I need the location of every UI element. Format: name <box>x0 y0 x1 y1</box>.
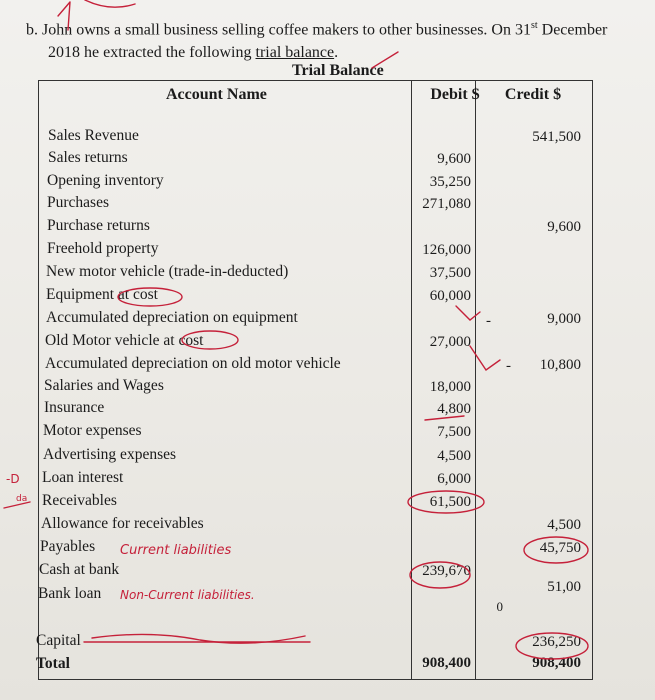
intro-line2 <box>26 41 646 64</box>
row-debit: 6,000 <box>437 471 471 487</box>
note-non-current-liabilities: Non-Current liabilities. <box>120 588 255 602</box>
intro-line2-post: . <box>334 44 339 62</box>
row-credit: 4,500 <box>547 517 581 533</box>
row-debit: 37,500 <box>429 265 471 281</box>
row-account: Purchase returns <box>47 217 150 234</box>
row-account: Payables <box>40 538 96 555</box>
table-row <box>38 286 593 308</box>
table-row <box>38 172 593 194</box>
row-account: Allowance for receivables <box>41 515 204 532</box>
border-bottom <box>38 679 593 680</box>
table-title: Trial Balance <box>292 62 384 79</box>
total-row <box>38 655 593 677</box>
row-account: Accumulated depreciation on old motor vehicle <box>45 355 341 372</box>
border-top <box>38 80 593 81</box>
table-row <box>38 332 593 354</box>
row-debit: 126,000 <box>422 242 471 258</box>
row-account: Capital <box>36 632 81 649</box>
table-row <box>38 632 593 654</box>
row-credit: 45,750 <box>539 540 581 556</box>
margin-mark-1: -D <box>6 472 20 486</box>
table-row <box>38 422 593 444</box>
row-account: Freehold property <box>47 240 159 257</box>
row-account: Equipment at cost <box>46 286 158 303</box>
intro-line2-underlined: trial balance <box>255 44 335 62</box>
dash-1: - <box>486 313 491 329</box>
row-credit: 10,800 <box>539 357 581 373</box>
row-account: Accumulated depreciation on equipment <box>46 309 298 326</box>
row-account: Bank loan <box>38 585 102 602</box>
header-credit: Credit $ <box>504 86 562 103</box>
row-credit: 541,500 <box>532 129 581 145</box>
row-credit: 236,250 <box>532 634 581 650</box>
table-row <box>38 399 593 421</box>
row-account: Old Motor vehicle at cost <box>45 332 204 349</box>
table-row <box>38 492 593 514</box>
row-debit: 7,500 <box>437 424 471 440</box>
row-account: Salaries and Wages <box>44 377 164 394</box>
row-credit: 51,00 <box>547 579 581 595</box>
total-label: Total <box>36 655 70 672</box>
row-account: Sales returns <box>48 149 128 166</box>
table-row <box>38 127 593 149</box>
row-account: Advertising expenses <box>43 446 177 463</box>
row-debit: 271,080 <box>422 196 471 212</box>
row-account: Receivables <box>42 492 117 509</box>
table-row <box>38 515 593 537</box>
row-account: Cash at bank <box>39 561 120 578</box>
row-debit: 60,000 <box>429 288 471 304</box>
row-debit: 35,250 <box>429 174 471 190</box>
row-credit: 9,000 <box>547 311 581 327</box>
table-row <box>38 309 593 331</box>
table-row <box>38 149 593 171</box>
row-account: Sales Revenue <box>48 127 139 144</box>
table-row <box>38 446 593 468</box>
table-row <box>38 377 593 399</box>
table-row <box>38 217 593 239</box>
table-row <box>38 469 593 491</box>
row-account: Insurance <box>44 399 105 416</box>
margin-mark-2: da <box>16 494 28 504</box>
table-row <box>38 240 593 262</box>
row-debit: 239,670 <box>422 563 471 579</box>
row-account: Loan interest <box>42 469 124 486</box>
table-row <box>38 263 593 285</box>
intro-line2-pre: 2018 he extracted the following <box>48 44 256 62</box>
row-account: Opening inventory <box>47 172 164 189</box>
question-text <box>26 14 646 64</box>
row-debit: 9,600 <box>437 151 471 167</box>
dash-2: - <box>506 358 511 374</box>
header-debit: Debit $ <box>430 86 480 103</box>
intro-sup: st <box>530 20 538 31</box>
total-credit: 908,400 <box>532 655 581 671</box>
row-debit: 0 <box>496 599 503 614</box>
row-account: Purchases <box>47 194 109 211</box>
ink-scribble-top-2 <box>85 0 135 7</box>
row-debit: 27,000 <box>429 334 471 350</box>
total-debit: 908,400 <box>422 655 471 671</box>
row-debit: 18,000 <box>429 379 471 395</box>
intro-line1: b. John owns a small business selling coffee makers to other businesses. On 31 <box>26 21 531 39</box>
row-account: New motor vehicle (trade-in-deducted) <box>46 263 289 280</box>
table-row <box>38 194 593 216</box>
row-account: Motor expenses <box>43 422 142 439</box>
intro-line1-end: December <box>537 21 608 39</box>
row-debit: 4,500 <box>437 448 471 464</box>
note-current-liabilities: Current liabilities <box>120 543 232 558</box>
row-debit: 4,800 <box>437 401 471 417</box>
row-credit: 9,600 <box>547 219 581 235</box>
header-account: Account Name <box>166 86 267 103</box>
row-debit: 61,500 <box>429 494 471 510</box>
